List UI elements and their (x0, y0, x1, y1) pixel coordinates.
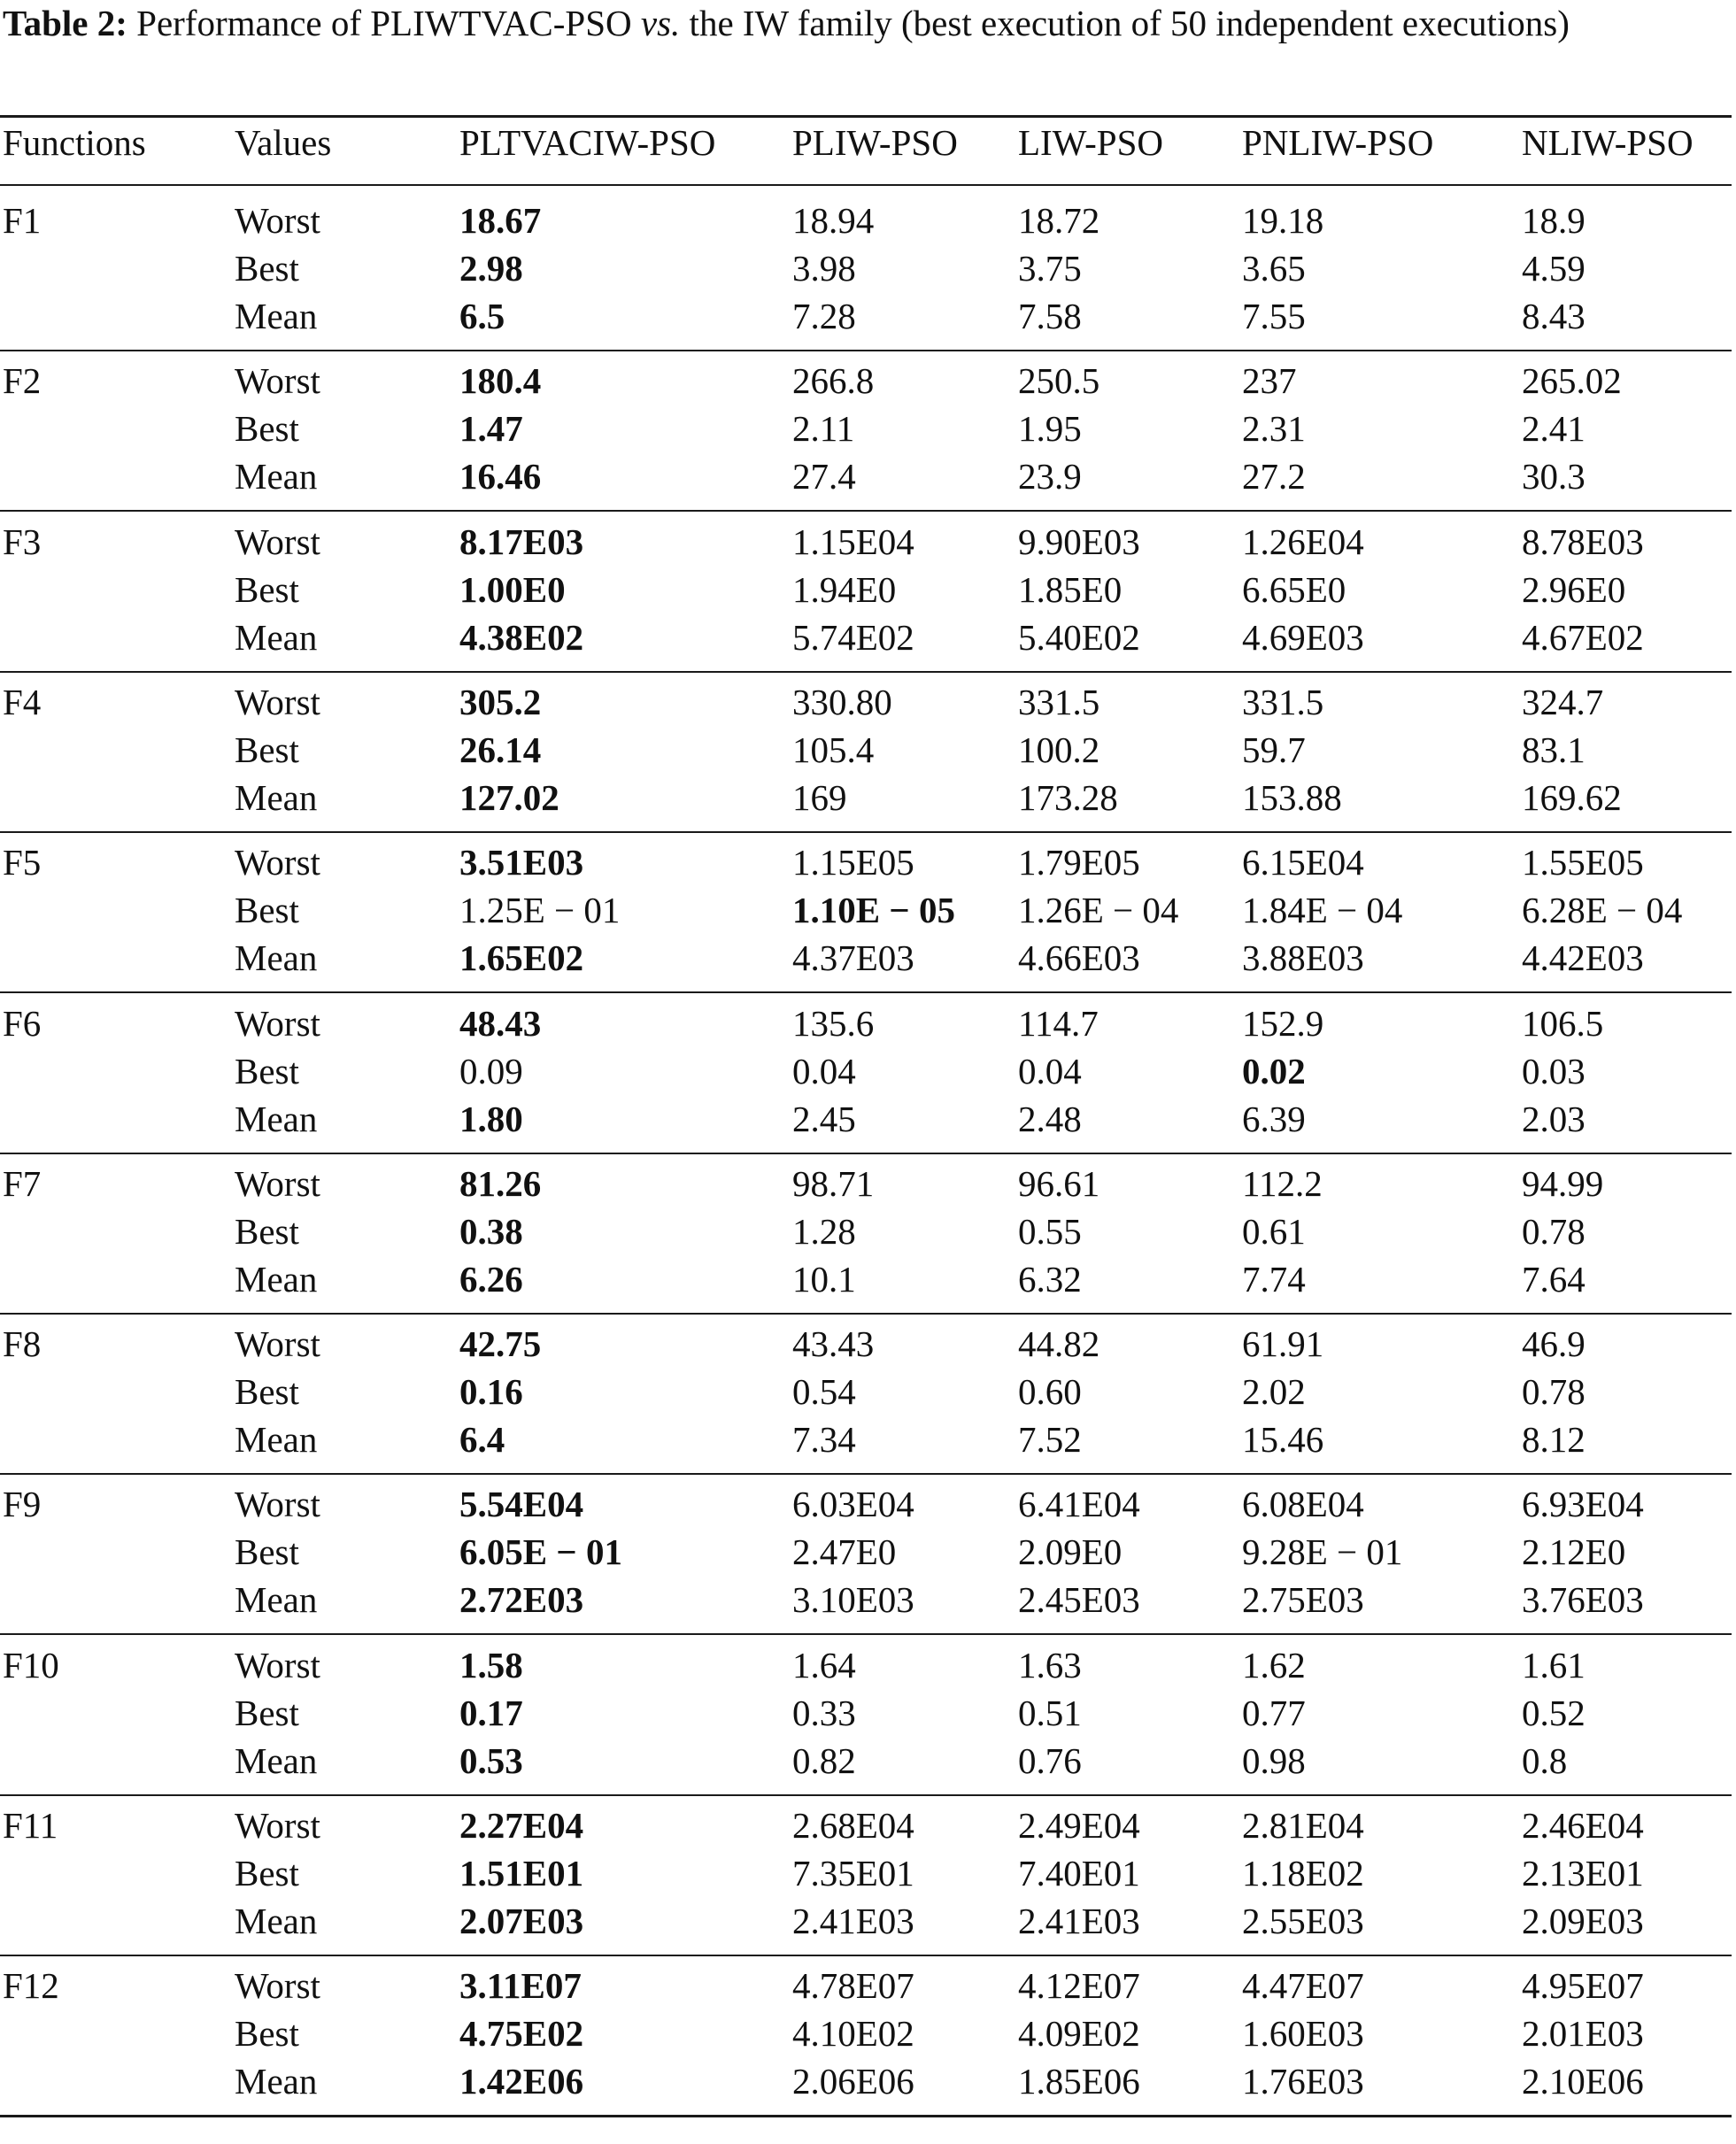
table-cell: 44.82 (1018, 1323, 1100, 1365)
table-cell: 6.15E04 (1242, 842, 1364, 883)
value-label: Worst (235, 1965, 320, 2007)
caption-text-before: Performance of PLIWTVAC-PSO (136, 3, 632, 43)
function-label: F9 (3, 1484, 42, 1525)
table-cell: 1.28 (792, 1210, 856, 1252)
table-cell: 4.09E02 (1018, 2013, 1140, 2055)
value-label: Best (235, 1853, 299, 1893)
table-cell: 305.2 (459, 681, 542, 722)
table-cell: 9.90E03 (1018, 521, 1140, 562)
table-cell: 0.16 (459, 1371, 523, 1413)
table-cell: 1.18E02 (1242, 1853, 1364, 1893)
table-cell: 1.15E05 (792, 842, 914, 883)
table-cell: 96.61 (1018, 1162, 1100, 1204)
table-cell: 6.93E04 (1522, 1484, 1644, 1525)
value-label: Mean (235, 937, 318, 979)
table-cell: 2.49E04 (1018, 1805, 1140, 1846)
table-cell: 2.45E03 (1018, 1579, 1140, 1621)
table-cell: 4.69E03 (1242, 616, 1364, 658)
table-cell: 8.78E03 (1522, 521, 1644, 562)
table-cell: 127.02 (459, 776, 559, 818)
table-cell: 5.74E02 (792, 616, 914, 658)
table-cell: 105.4 (792, 729, 875, 770)
value-label: Mean (235, 296, 318, 336)
table-cell: 8.43 (1522, 296, 1586, 336)
value-label: Best (235, 2013, 299, 2055)
table-cell: 1.76E03 (1242, 2061, 1364, 2102)
value-label: Worst (235, 1644, 320, 1685)
value-label: Worst (235, 521, 320, 562)
table-cell: 331.5 (1018, 681, 1100, 722)
table-cell: 173.28 (1018, 776, 1118, 818)
table-cell: 169.62 (1522, 776, 1622, 818)
table-cell: 1.26E04 (1242, 521, 1364, 562)
table-cell: 7.34 (792, 1419, 856, 1461)
table-cell: 0.17 (459, 1692, 523, 1733)
column-header: PLIW-PSO (792, 122, 958, 163)
table-cell: 10.1 (792, 1258, 856, 1300)
table-cell: 1.84E − 04 (1242, 890, 1403, 931)
table-cell: 0.78 (1522, 1371, 1586, 1413)
table-cell: 1.85E06 (1018, 2061, 1140, 2102)
table-cell: 1.94E0 (792, 568, 897, 610)
table-cell: 6.5 (459, 296, 505, 336)
table-cell: 4.75E02 (459, 2013, 584, 2055)
table-cell: 0.52 (1522, 1692, 1586, 1733)
table-cell: 330.80 (792, 681, 892, 722)
table-cell: 6.26 (459, 1258, 523, 1300)
table-cell: 1.61 (1522, 1644, 1586, 1685)
column-header: PLTVACIW-PSO (459, 122, 716, 163)
value-label: Mean (235, 2061, 318, 2102)
table-cell: 42.75 (459, 1323, 542, 1365)
table-cell: 106.5 (1522, 1002, 1604, 1044)
table-cell: 0.82 (792, 1739, 856, 1781)
value-label: Worst (235, 1484, 320, 1525)
table-cell: 15.46 (1242, 1419, 1324, 1461)
table-cell: 7.28 (792, 296, 856, 336)
table-cell: 265.02 (1522, 360, 1622, 402)
table-cell: 5.54E04 (459, 1484, 584, 1525)
value-label: Best (235, 1210, 299, 1252)
table-cell: 2.09E03 (1522, 1901, 1644, 1941)
table-cell: 18.94 (792, 200, 875, 241)
table-cell: 7.64 (1522, 1258, 1586, 1300)
table-cell: 2.75E03 (1242, 1579, 1364, 1621)
table-cell: 2.10E06 (1522, 2061, 1644, 2102)
table-top-rule (0, 115, 1732, 118)
value-label: Best (235, 408, 299, 450)
table-cell: 112.2 (1242, 1162, 1323, 1204)
function-label: F8 (3, 1323, 42, 1365)
table-cell: 4.78E07 (792, 1965, 914, 2007)
table-cell: 2.27E04 (459, 1805, 584, 1846)
table-cell: 6.32 (1018, 1258, 1082, 1300)
table-cell: 1.26E − 04 (1018, 890, 1179, 931)
table-cell: 2.31 (1242, 408, 1306, 450)
group-rule (0, 1473, 1732, 1475)
table-cell: 2.13E01 (1522, 1853, 1644, 1893)
table-cell: 23.9 (1018, 456, 1082, 497)
table-cell: 7.74 (1242, 1258, 1306, 1300)
table-cell: 4.47E07 (1242, 1965, 1364, 2007)
table-cell: 94.99 (1522, 1162, 1604, 1204)
group-rule (0, 1633, 1732, 1635)
table-cell: 0.04 (1018, 1050, 1082, 1091)
table-cell: 2.41E03 (1018, 1901, 1140, 1941)
table-cell: 2.55E03 (1242, 1901, 1364, 1941)
group-rule (0, 510, 1732, 512)
table-cell: 6.41E04 (1018, 1484, 1140, 1525)
table-cell: 6.39 (1242, 1098, 1306, 1139)
table-cell: 6.08E04 (1242, 1484, 1364, 1525)
table-cell: 27.2 (1242, 456, 1306, 497)
table-cell: 0.55 (1018, 1210, 1082, 1252)
value-label: Worst (235, 200, 320, 241)
table-cell: 6.65E0 (1242, 568, 1346, 610)
table-cell: 0.04 (792, 1050, 856, 1091)
caption-label: Table 2: (3, 3, 127, 43)
group-rule (0, 831, 1732, 833)
table-cell: 2.11 (792, 408, 855, 450)
function-label: F11 (3, 1805, 58, 1846)
function-label: F7 (3, 1162, 42, 1204)
group-rule (0, 1794, 1732, 1796)
table-cell: 1.55E05 (1522, 842, 1644, 883)
table-cell: 18.72 (1018, 200, 1100, 241)
table-caption (3, 0, 1731, 46)
table-cell: 2.45 (792, 1098, 856, 1139)
table-cell: 1.79E05 (1018, 842, 1140, 883)
value-label: Mean (235, 456, 318, 497)
table-cell: 2.41E03 (792, 1901, 914, 1941)
table-cell: 4.38E02 (459, 616, 584, 658)
table-cell: 6.28E − 04 (1522, 890, 1683, 931)
table-cell: 6.05E − 01 (459, 1531, 622, 1573)
table-cell: 26.14 (459, 729, 542, 770)
table-cell: 27.4 (792, 456, 856, 497)
table-cell: 1.42E06 (459, 2061, 584, 2102)
header-rule (0, 184, 1732, 186)
table-cell: 3.11E07 (459, 1965, 582, 2007)
table-cell: 4.42E03 (1522, 937, 1644, 979)
table-cell: 81.26 (459, 1162, 542, 1204)
value-label: Mean (235, 776, 318, 818)
table-cell: 3.75 (1018, 248, 1082, 289)
table-cell: 1.64 (792, 1644, 856, 1685)
table-cell: 46.9 (1522, 1323, 1586, 1365)
table-cell: 0.53 (459, 1739, 523, 1781)
table-cell: 0.38 (459, 1210, 523, 1252)
table-cell: 0.60 (1018, 1371, 1082, 1413)
table-cell: 43.43 (792, 1323, 875, 1365)
column-header: LIW-PSO (1018, 122, 1163, 163)
group-rule (0, 1955, 1732, 1956)
column-header: PNLIW-PSO (1242, 122, 1434, 163)
value-label: Best (235, 890, 299, 931)
function-label: F12 (3, 1965, 59, 2007)
value-label: Mean (235, 1419, 318, 1461)
table-cell: 2.09E0 (1018, 1531, 1123, 1573)
table-cell: 1.25E − 01 (459, 890, 621, 931)
function-label: F1 (3, 200, 42, 241)
table-cell: 2.72E03 (459, 1579, 584, 1621)
value-label: Mean (235, 1098, 318, 1139)
table-cell: 98.71 (792, 1162, 875, 1204)
table-cell: 8.17E03 (459, 521, 584, 562)
table-cell: 0.98 (1242, 1739, 1306, 1781)
table-cell: 1.00E0 (459, 568, 566, 610)
function-label: F10 (3, 1644, 59, 1685)
table-cell: 100.2 (1018, 729, 1100, 770)
function-label: F6 (3, 1002, 42, 1044)
table-cell: 4.10E02 (792, 2013, 914, 2055)
table-cell: 9.28E − 01 (1242, 1531, 1403, 1573)
table-cell: 266.8 (792, 360, 875, 402)
group-rule (0, 671, 1732, 673)
table-cell: 1.10E − 05 (792, 890, 955, 931)
value-label: Best (235, 248, 299, 289)
caption-vs: vs. (640, 3, 681, 43)
table-cell: 6.03E04 (792, 1484, 914, 1525)
group-rule (0, 1153, 1732, 1154)
value-label: Worst (235, 1162, 320, 1204)
table-cell: 7.52 (1018, 1419, 1082, 1461)
table-cell: 3.65 (1242, 248, 1306, 289)
table-cell: 4.67E02 (1522, 616, 1644, 658)
table-cell: 1.65E02 (459, 937, 584, 979)
table-cell: 1.47 (459, 408, 523, 450)
table-cell: 114.7 (1018, 1002, 1099, 1044)
table-cell: 18.67 (459, 200, 542, 241)
table-cell: 0.02 (1242, 1050, 1306, 1091)
table-cell: 135.6 (792, 1002, 875, 1044)
table-cell: 1.62 (1242, 1644, 1306, 1685)
table-cell: 1.15E04 (792, 521, 914, 562)
table-cell: 2.47E0 (792, 1531, 897, 1573)
table-cell: 152.9 (1242, 1002, 1324, 1044)
table-cell: 1.85E0 (1018, 568, 1123, 610)
table-cell: 1.51E01 (459, 1853, 584, 1893)
table-cell: 2.03 (1522, 1098, 1586, 1139)
table-cell: 3.10E03 (792, 1579, 914, 1621)
table-cell: 83.1 (1522, 729, 1586, 770)
table-cell: 3.98 (792, 248, 856, 289)
value-label: Worst (235, 360, 320, 402)
table-cell: 59.7 (1242, 729, 1306, 770)
table-cell: 153.88 (1242, 776, 1342, 818)
table-cell: 3.88E03 (1242, 937, 1364, 979)
column-header: NLIW-PSO (1522, 122, 1694, 163)
function-label: F3 (3, 521, 42, 562)
table-cell: 2.81E04 (1242, 1805, 1364, 1846)
function-label: F2 (3, 360, 42, 402)
group-rule (0, 1313, 1732, 1315)
table-cell: 4.95E07 (1522, 1965, 1644, 2007)
table-cell: 61.91 (1242, 1323, 1324, 1365)
table-cell: 331.5 (1242, 681, 1324, 722)
table-cell: 2.12E0 (1522, 1531, 1626, 1573)
value-label: Mean (235, 1258, 318, 1300)
caption-text-after: the IW family (best execution of 50 independent executions) (689, 3, 1570, 43)
table-cell: 7.58 (1018, 296, 1082, 336)
table-cell: 2.07E03 (459, 1901, 584, 1941)
table-cell: 2.06E06 (792, 2061, 914, 2102)
table-cell: 4.66E03 (1018, 937, 1140, 979)
table-cell: 2.96E0 (1522, 568, 1626, 610)
value-label: Best (235, 1531, 299, 1573)
value-label: Worst (235, 1805, 320, 1846)
group-rule (0, 350, 1732, 351)
table-cell: 324.7 (1522, 681, 1604, 722)
table-cell: 169 (792, 776, 847, 818)
value-label: Worst (235, 1002, 320, 1044)
table-cell: 3.51E03 (459, 842, 584, 883)
table-cell: 48.43 (459, 1002, 542, 1044)
column-header: Values (235, 122, 332, 163)
value-label: Worst (235, 1323, 320, 1365)
table-cell: 0.54 (792, 1371, 856, 1413)
table-cell: 1.58 (459, 1644, 523, 1685)
table-cell: 0.61 (1242, 1210, 1306, 1252)
value-label: Best (235, 1371, 299, 1413)
table-cell: 30.3 (1522, 456, 1586, 497)
table-cell: 18.9 (1522, 200, 1586, 241)
table-cell: 0.51 (1018, 1692, 1082, 1733)
table-cell: 4.12E07 (1018, 1965, 1140, 2007)
table-cell: 1.80 (459, 1098, 523, 1139)
value-label: Worst (235, 842, 320, 883)
value-label: Best (235, 568, 299, 610)
column-header: Functions (3, 122, 146, 163)
value-label: Mean (235, 1901, 318, 1941)
function-label: F4 (3, 681, 42, 722)
value-label: Worst (235, 681, 320, 722)
table-cell: 7.55 (1242, 296, 1306, 336)
table-cell: 2.48 (1018, 1098, 1082, 1139)
table-cell: 2.41 (1522, 408, 1586, 450)
table-cell: 0.03 (1522, 1050, 1586, 1091)
table-cell: 2.02 (1242, 1371, 1306, 1413)
table-cell: 1.95 (1018, 408, 1082, 450)
value-label: Best (235, 1692, 299, 1733)
table-cell: 7.35E01 (792, 1853, 914, 1893)
group-rule (0, 991, 1732, 993)
value-label: Mean (235, 1739, 318, 1781)
function-label: F5 (3, 842, 42, 883)
table-cell: 0.78 (1522, 1210, 1586, 1252)
table-cell: 5.40E02 (1018, 616, 1140, 658)
table-cell: 4.59 (1522, 248, 1586, 289)
table-cell: 0.8 (1522, 1739, 1568, 1781)
table-cell: 2.01E03 (1522, 2013, 1644, 2055)
table-cell: 2.68E04 (792, 1805, 914, 1846)
table-cell: 1.60E03 (1242, 2013, 1364, 2055)
table-cell: 19.18 (1242, 200, 1324, 241)
table-cell: 1.63 (1018, 1644, 1082, 1685)
table-cell: 8.12 (1522, 1419, 1586, 1461)
value-label: Best (235, 729, 299, 770)
value-label: Best (235, 1050, 299, 1091)
table-cell: 7.40E01 (1018, 1853, 1140, 1893)
value-label: Mean (235, 1579, 318, 1621)
table-cell: 0.77 (1242, 1692, 1306, 1733)
table-bottom-rule (0, 2115, 1732, 2117)
table-cell: 180.4 (459, 360, 542, 402)
value-label: Mean (235, 616, 318, 658)
table-cell: 16.46 (459, 456, 542, 497)
table-cell: 2.98 (459, 248, 523, 289)
table-cell: 250.5 (1018, 360, 1100, 402)
table-cell: 4.37E03 (792, 937, 914, 979)
table-cell: 0.76 (1018, 1739, 1082, 1781)
table-cell: 6.4 (459, 1419, 505, 1461)
table-cell: 2.46E04 (1522, 1805, 1644, 1846)
table-cell: 237 (1242, 360, 1297, 402)
table-cell: 3.76E03 (1522, 1579, 1644, 1621)
table-cell: 0.09 (459, 1050, 523, 1091)
table-cell: 0.33 (792, 1692, 856, 1733)
